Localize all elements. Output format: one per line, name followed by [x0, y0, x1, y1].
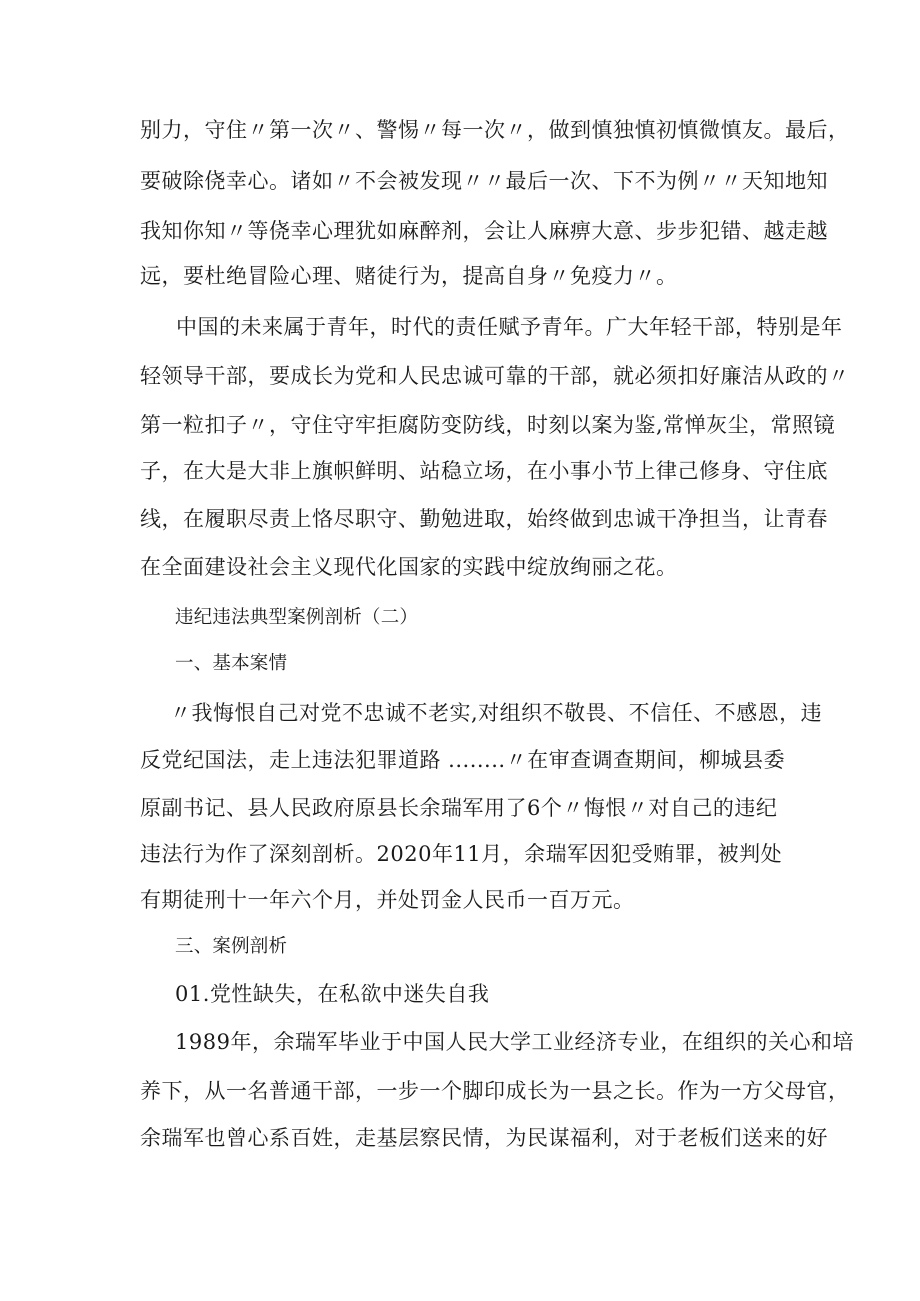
paragraph-line: 第一粒扣子〃，守住守牢拒腐防变防线，时刻以案为鉴,常惮灰尘，常照镜: [140, 413, 836, 437]
quote-line: 〃我悔恨自己对党不忠诚不老实,对组织不敬畏、不信任、不感恩，违: [170, 701, 823, 725]
paragraph-line: 余瑞军也曾心系百姓，走基层察民情，为民谋福利，对于老板们送来的好: [140, 1126, 828, 1150]
paragraph-line: 中国的未来属于青年，时代的责任赋予青年。广大年轻干部，特别是年: [176, 315, 843, 339]
section-heading: 一、基本案情: [175, 653, 288, 674]
paragraph-line: 在全面建设社会主义现代化国家的实践中绽放绚丽之花。: [140, 555, 678, 579]
paragraph-line: 反党纪国法，走上违法犯罪道路 ........〃在审查调查期间，柳城县委: [140, 748, 786, 772]
paragraph-line: 原副书记、县人民政府原县长余瑞军用了6个〃悔恨〃对自己的违纪: [140, 796, 778, 820]
paragraph-line: 远，要杜绝冒险心理、赌徒行为，提高自身〃免疫力〃。: [140, 264, 678, 288]
paragraph-line: 1989年，余瑞军毕业于中国人民大学工业经济专业，在组织的关心和培: [175, 1030, 854, 1054]
paragraph-line: 养下，从一名普通干部，一步一个脚印成长为一县之长。作为一方父母官，: [140, 1079, 850, 1103]
subsection-heading: 01.党性缺失，在私欲中迷失自我: [175, 982, 490, 1006]
paragraph-line: 要破除侥幸心。诸如〃不会被发现〃〃最后一次、下不为例〃〃天知地知: [140, 169, 828, 193]
paragraph-line: 违法行为作了深刻剖析。2020年11月，余瑞军因犯受贿罪，被判处: [140, 842, 783, 866]
section-heading: 三、案例剖析: [175, 936, 288, 957]
paragraph-line: 我知你知〃等侥幸心理犹如麻醉剂，会让人麻痹大意、步步犯错、越走越: [140, 219, 828, 243]
paragraph-line: 子，在大是大非上旗帜鲜明、站稳立场，在小事小节上律己修身、守住底: [140, 459, 828, 483]
paragraph-line: 线，在履职尽责上恪尽职守、勤勉进取，始终做到忠诚干净担当，让青春: [140, 507, 828, 531]
paragraph-line: 轻领导干部，要成长为党和人民忠诚可靠的干部，就必须扣好廉洁从政的〃: [140, 364, 850, 388]
paragraph-line: 有期徒刑十一年六个月，并处罚金人民币一百万元。: [140, 888, 635, 912]
section-heading: 违纪违法典型案例剖析（二）: [175, 607, 419, 628]
paragraph-line: 别力，守住〃第一次〃、警惕〃每一次〃，做到慎独慎初慎微慎友。最后，: [140, 118, 850, 142]
